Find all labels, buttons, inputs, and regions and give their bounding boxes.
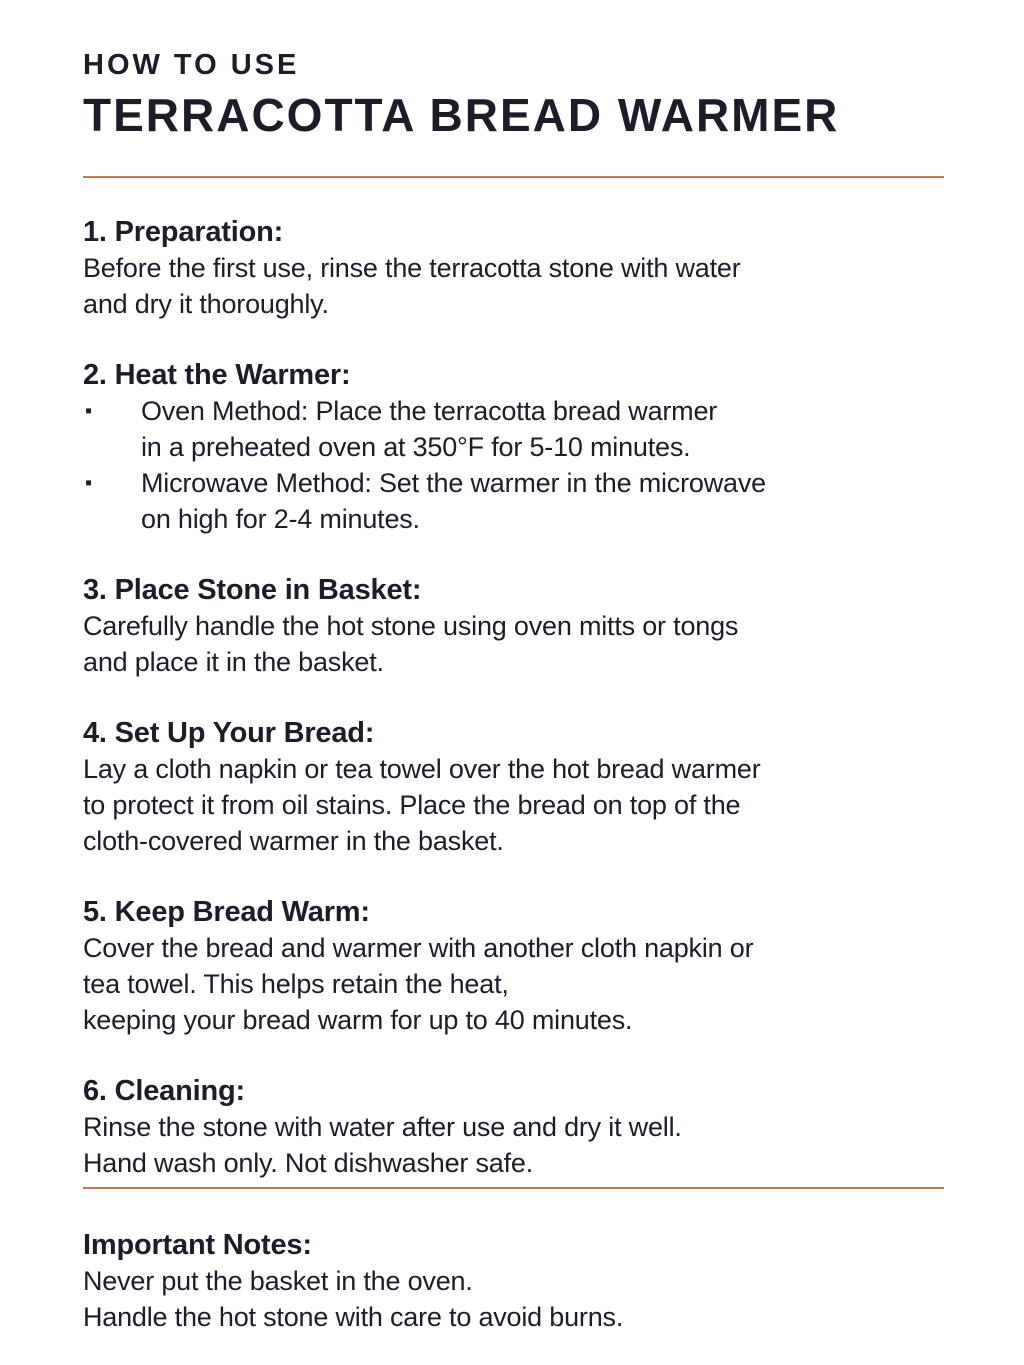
section-cleaning [83,1073,944,1181]
section-keep-bread-warm [83,894,944,1038]
body-line: and dry it thoroughly. [83,289,329,319]
section-heading: 5. Keep Bread Warm: [83,896,370,928]
section-heading: 3. Place Stone in Basket: [83,574,422,606]
body-line: Before the first use, rinse the terracotta stone with water [83,253,741,283]
page-title: TERRACOTTA BREAD WARMER [83,89,840,141]
section-heading: 1. Preparation: [83,216,284,248]
section-important-notes [83,1227,944,1335]
section-heading: 6. Cleaning: [83,1075,245,1107]
instructions-list [83,214,944,1181]
body-line: tea towel. This helps retain the heat, [83,969,509,999]
divider-bottom [83,1187,944,1189]
document-header [83,48,944,142]
notes-heading: Important Notes: [83,1229,312,1261]
body-line: to protect it from oil stains. Place the bread on top of the [83,790,741,820]
list-item-oven-method [83,393,944,465]
body-line: Carefully handle the hot stone using oven mitts or tongs [83,611,739,641]
body-line: in a preheated oven at 350°F for 5-10 minutes. [141,432,691,462]
body-line: Handle the hot stone with care to avoid burns. [83,1302,624,1332]
bullet-square-icon: ▪ [85,472,93,494]
body-line: keeping your bread warm for up to 40 minutes. [83,1005,633,1035]
section-preparation [83,214,944,322]
body-line: Oven Method: Place the terracotta bread warmer [141,396,718,426]
section-place-stone-in-basket [83,572,944,680]
list-item-microwave-method [83,465,944,537]
body-line: Hand wash only. Not dishwasher safe. [83,1148,534,1178]
divider-top [83,176,944,178]
body-line: Cover the bread and warmer with another cloth napkin or [83,933,754,963]
bullet-square-icon: ▪ [85,400,93,422]
body-line: Microwave Method: Set the warmer in the microwave [141,468,766,498]
body-line: Never put the basket in the oven. [83,1266,473,1296]
section-heat-the-warmer [83,357,944,537]
section-heading: 4. Set Up Your Bread: [83,717,375,749]
body-line: on high for 2-4 minutes. [141,504,420,534]
eyebrow-text: HOW TO USE [83,49,300,81]
body-line: Lay a cloth napkin or tea towel over the hot bread warmer [83,754,761,784]
body-line: and place it in the basket. [83,647,384,677]
body-line: cloth-covered warmer in the basket. [83,826,504,856]
section-heading: 2. Heat the Warmer: [83,359,351,391]
section-set-up-your-bread [83,715,944,859]
body-line: Rinse the stone with water after use and dry it well. [83,1112,682,1142]
